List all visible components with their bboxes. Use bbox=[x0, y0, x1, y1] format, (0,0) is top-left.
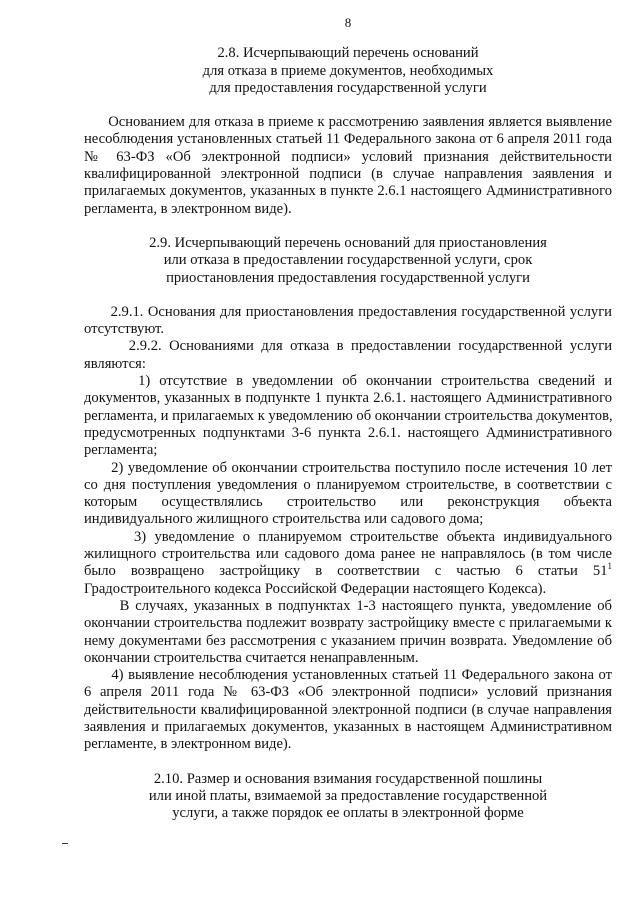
paragraph-2-9-2 bbox=[84, 338, 612, 373]
paragraph-line: 1) отсутствие в уведомлении об окончании строительства сведений и bbox=[84, 373, 612, 390]
paragraph-line: № 63-ФЗ «Об электронной подписи» условий признания действительности bbox=[84, 148, 612, 165]
line-text: было возвращено застройщику в соответствии с частью 6 статьи 51 bbox=[84, 563, 608, 580]
heading-line: 2.9. Исчерпывающий перечень оснований для приостановления bbox=[149, 234, 547, 251]
paragraph-line: нему документами без рассмотрения с указанием причин возврата. Уведомление об bbox=[84, 632, 612, 649]
paragraph-line: являются: bbox=[84, 355, 146, 372]
heading-line: приостановления предоставления государственной услуги bbox=[166, 269, 530, 286]
paragraph-line: предусмотренных подпунктами 3-6 пункта 2.6.1. настоящего Административного bbox=[84, 424, 612, 441]
paragraph-line: несоблюдения установленных статьей 11 Федерального закона от 6 апреля 2011 года bbox=[84, 131, 612, 148]
heading-line: или иной платы, взимаемой за предоставление государственной bbox=[148, 787, 548, 804]
paragraph-line: Градостроительного кодекса Российской Федерации настоящего Кодекса). bbox=[84, 580, 547, 597]
paragraph-line: прилагаемых документов, указанных в пункте 2.6.1 настоящего Административного bbox=[84, 183, 612, 200]
section-2-8-heading bbox=[84, 45, 612, 97]
list-item-3 bbox=[84, 529, 612, 598]
paragraph-line: В случаях, указанных в подпунктах 1-3 настоящего пункта, уведомление об bbox=[84, 597, 612, 614]
paragraph-line: заявления и прилагаемых документов, указанных в настоящем Административном bbox=[84, 718, 612, 735]
paragraph-line: Основанием для отказа в приеме к рассмотрению заявления является выявление bbox=[84, 114, 612, 131]
list-item-2 bbox=[84, 460, 612, 529]
heading-line: 2.8. Исчерпывающий перечень оснований bbox=[217, 45, 479, 62]
paragraph-line: жилищного строительства или садового дома ранее не направлялось (в том числе bbox=[84, 546, 612, 563]
paragraph-line: квалифицированной электронной подписи (в случае направления заявления и bbox=[84, 166, 612, 183]
paragraph-line: окончании строительства подлежит возврату застройщику вместе с прилагаемыми к bbox=[84, 615, 612, 632]
paragraph-line: со дня поступления уведомления о планируемом строительстве, в соответствии с bbox=[84, 476, 612, 493]
footer-mark bbox=[62, 843, 68, 844]
paragraph-line: регламента, в электронном виде). bbox=[84, 200, 292, 217]
paragraph-line-with-footnote bbox=[84, 563, 612, 580]
list-item-1 bbox=[84, 373, 612, 459]
paragraph-line: регламента; bbox=[84, 442, 158, 459]
paragraph-line: документов, указанных в подпункте 1 пункта 2.6.1. настоящего Административного bbox=[84, 390, 612, 407]
paragraph-line: 2.9.1. Основания для приостановления предоставления государственной услуги bbox=[84, 303, 612, 320]
paragraph-line: 3) уведомление о планируемом строительстве объекта индивидуального bbox=[84, 528, 612, 545]
heading-line: для отказа в приеме документов, необходимых bbox=[202, 62, 494, 79]
paragraph-line: 2) уведомление об окончании строительства поступило после истечения 10 лет bbox=[84, 459, 612, 476]
paragraph-line: регламенте, в электронном виде). bbox=[84, 736, 292, 753]
section-2-8-paragraph bbox=[84, 114, 612, 218]
paragraph-line: отсутствуют. bbox=[84, 321, 164, 338]
page-number: 8 bbox=[344, 15, 352, 30]
return-note bbox=[84, 598, 612, 667]
footnote-superscript: 1 bbox=[607, 561, 612, 572]
section-2-9-heading bbox=[84, 235, 612, 287]
paragraph-line: 6 апреля 2011 года № 63-ФЗ «Об электронной подписи» условий признания bbox=[84, 684, 612, 701]
list-item-4 bbox=[84, 667, 612, 753]
paragraph-line: окончании строительства считается ненаправленным. bbox=[84, 649, 419, 666]
paragraph-line: 4) выявление несоблюдения установленных статьей 11 Федерального закона от bbox=[84, 667, 612, 684]
section-2-10-heading bbox=[84, 771, 612, 823]
paragraph-line: индивидуального жилищного строительства или садового дома; bbox=[84, 511, 484, 528]
heading-line: 2.10. Размер и основания взимания государственной пошлины bbox=[153, 770, 543, 787]
paragraph-line: регламента, и прилагаемых к уведомлению об окончании строительства документов, bbox=[84, 407, 613, 424]
heading-line: услуги, а также порядок ее оплаты в электронной форме bbox=[172, 805, 524, 822]
paragraph-line: которым осуществлялись строительство или реконструкция объекта bbox=[84, 494, 612, 511]
paragraph-line: 2.9.2. Основаниями для отказа в предоставлении государственной услуги bbox=[84, 338, 612, 355]
paragraph-2-9-1 bbox=[84, 304, 612, 339]
heading-line: или отказа в предоставлении государственной услуги, срок bbox=[163, 252, 533, 269]
paragraph-line: действительности квалифицированной электронной подписи (в случае направления bbox=[84, 701, 612, 718]
heading-line: для предоставления государственной услуги bbox=[209, 79, 487, 96]
